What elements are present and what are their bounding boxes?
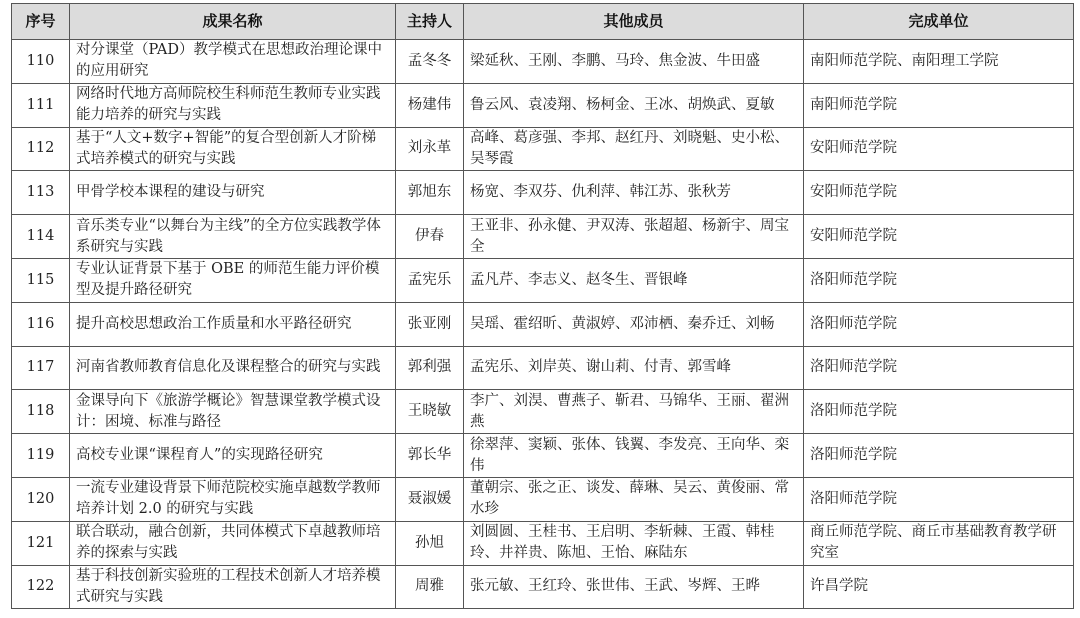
header-title: 成果名称 [70, 4, 396, 40]
cell-unit: 洛阳师范学院 [804, 434, 1074, 478]
cell-number: 120 [12, 477, 70, 521]
cell-title: 金课导向下《旅游学概论》智慧课堂教学模式设计：困境、标准与路径 [70, 390, 396, 434]
cell-unit: 许昌学院 [804, 565, 1074, 609]
cell-members: 孟凡芹、李志义、赵冬生、晋银峰 [464, 258, 804, 302]
table-header-row [12, 4, 1074, 40]
cell-title: 对分课堂（PAD）教学模式在思想政治理论课中的应用研究 [70, 40, 396, 84]
cell-members: 徐翠萍、窦颖、张体、钱翼、李发亮、王向华、栾伟 [464, 434, 804, 478]
table-row [12, 40, 1074, 84]
cell-title: 专业认证背景下基于 OBE 的师范生能力评价模型及提升路径研究 [70, 258, 396, 302]
cell-members: 李广、刘淏、曹燕子、靳君、马锦华、王丽、翟洲燕 [464, 390, 804, 434]
cell-title: 河南省教师教育信息化及课程整合的研究与实践 [70, 346, 396, 390]
cell-title: 甲骨学校本课程的建设与研究 [70, 171, 396, 215]
cell-host: 伊春 [396, 215, 464, 259]
table-body [12, 40, 1074, 609]
cell-title: 基于科技创新实验班的工程技术创新人才培养模式研究与实践 [70, 565, 396, 609]
cell-unit: 安阳师范学院 [804, 215, 1074, 259]
cell-unit: 洛阳师范学院 [804, 390, 1074, 434]
cell-host: 郭长华 [396, 434, 464, 478]
cell-title: 一流专业建设背景下师范院校实施卓越数学教师培养计划 2.0 的研究与实践 [70, 477, 396, 521]
cell-unit: 安阳师范学院 [804, 127, 1074, 171]
cell-host: 孟冬冬 [396, 40, 464, 84]
table-row [12, 127, 1074, 171]
cell-unit: 安阳师范学院 [804, 171, 1074, 215]
cell-title: 提升高校思想政治工作质量和水平路径研究 [70, 302, 396, 346]
cell-unit: 洛阳师范学院 [804, 477, 1074, 521]
cell-host: 王晓敏 [396, 390, 464, 434]
cell-host: 杨建伟 [396, 83, 464, 127]
cell-members: 孟宪乐、刘岸英、谢山莉、付青、郭雪峰 [464, 346, 804, 390]
cell-number: 113 [12, 171, 70, 215]
cell-title: 联合联动，融合创新，共同体模式下卓越教师培养的探索与实践 [70, 521, 396, 565]
cell-members: 董朝宗、张之正、谈发、薛琳、吴云、黄俊丽、常水珍 [464, 477, 804, 521]
cell-host: 孟宪乐 [396, 258, 464, 302]
table-row [12, 171, 1074, 215]
cell-host: 刘永革 [396, 127, 464, 171]
cell-number: 121 [12, 521, 70, 565]
cell-number: 115 [12, 258, 70, 302]
table-row [12, 434, 1074, 478]
cell-unit: 洛阳师范学院 [804, 346, 1074, 390]
cell-host: 孙旭 [396, 521, 464, 565]
table-row [12, 565, 1074, 609]
cell-members: 张元敏、王红玲、张世伟、王武、岑辉、王晔 [464, 565, 804, 609]
table-row [12, 477, 1074, 521]
cell-title: 音乐类专业“以舞台为主线”的全方位实践教学体系研究与实践 [70, 215, 396, 259]
cell-number: 122 [12, 565, 70, 609]
cell-members: 王亚非、孙永健、尹双涛、张超超、杨新宇、周宝全 [464, 215, 804, 259]
table-row [12, 521, 1074, 565]
cell-number: 110 [12, 40, 70, 84]
cell-number: 111 [12, 83, 70, 127]
cell-unit: 洛阳师范学院 [804, 302, 1074, 346]
cell-members: 梁延秋、王刚、李鹏、马玲、焦金波、牛田盛 [464, 40, 804, 84]
cell-host: 郭利强 [396, 346, 464, 390]
cell-number: 112 [12, 127, 70, 171]
cell-number: 114 [12, 215, 70, 259]
cell-host: 周雅 [396, 565, 464, 609]
cell-members: 高峰、葛彦强、李邦、赵红丹、刘晓魁、史小松、吴琴霞 [464, 127, 804, 171]
header-number: 序号 [12, 4, 70, 40]
header-members: 其他成员 [464, 4, 804, 40]
table-row [12, 390, 1074, 434]
cell-unit: 商丘师范学院、商丘市基础教育教学研究室 [804, 521, 1074, 565]
cell-title: 基于“人文+数字+智能”的复合型创新人才阶梯式培养模式的研究与实践 [70, 127, 396, 171]
header-unit: 完成单位 [804, 4, 1074, 40]
header-host: 主持人 [396, 4, 464, 40]
cell-host: 聂淑媛 [396, 477, 464, 521]
cell-host: 郭旭东 [396, 171, 464, 215]
cell-unit: 南阳师范学院 [804, 83, 1074, 127]
table-row [12, 258, 1074, 302]
cell-unit: 南阳师范学院、南阳理工学院 [804, 40, 1074, 84]
cell-members: 杨宽、李双芬、仇利萍、韩江苏、张秋芳 [464, 171, 804, 215]
cell-members: 刘圆圆、王桂书、王启明、李斩棘、王霞、韩桂玲、井祥贵、陈旭、王怡、麻陆东 [464, 521, 804, 565]
table-row [12, 83, 1074, 127]
cell-number: 118 [12, 390, 70, 434]
table-row [12, 302, 1074, 346]
cell-unit: 洛阳师范学院 [804, 258, 1074, 302]
achievement-table [11, 3, 1074, 609]
cell-host: 张亚刚 [396, 302, 464, 346]
cell-title: 网络时代地方高师院校生科师范生教师专业实践能力培养的研究与实践 [70, 83, 396, 127]
table-row [12, 215, 1074, 259]
cell-number: 116 [12, 302, 70, 346]
cell-number: 117 [12, 346, 70, 390]
table-row [12, 346, 1074, 390]
cell-number: 119 [12, 434, 70, 478]
cell-members: 鲁云风、袁凌翔、杨柯金、王冰、胡焕武、夏敏 [464, 83, 804, 127]
cell-members: 吴瑶、霍绍昕、黄淑婷、邓沛栖、秦乔迁、刘畅 [464, 302, 804, 346]
cell-title: 高校专业课“课程育人”的实现路径研究 [70, 434, 396, 478]
